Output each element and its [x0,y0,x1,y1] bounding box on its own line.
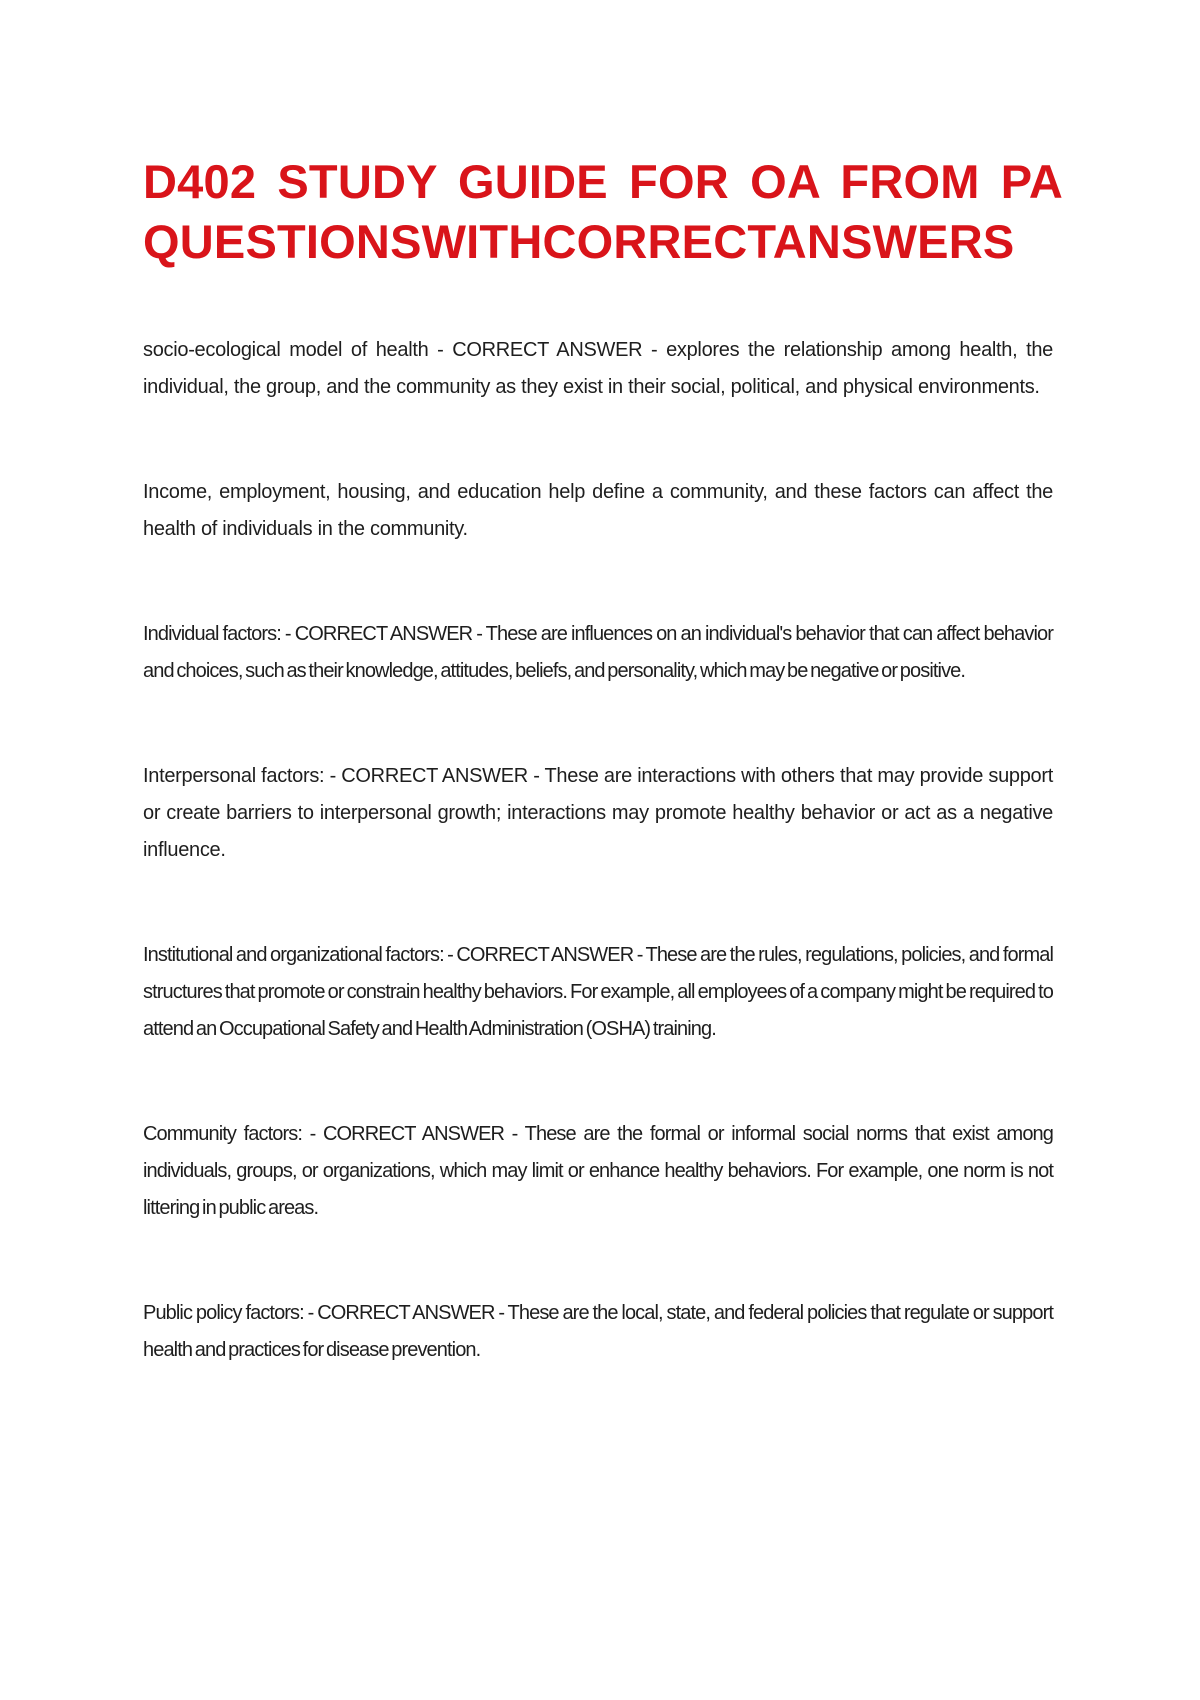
entry-interpersonal-factors: Interpersonal factors: - CORRECT ANSWER - These are interactions with others that may provide support or create barriers to interpersonal growth; interactions may promote healthy behavior or act as a negative influence. [143,765,1053,861]
study-guide-entries [143,332,1053,1437]
entry-public-policy-factors: Public policy factors: - CORRECT ANSWER - These are the local, state, and federal policies that regulate or support health and practices for disease prevention. [143,1302,1053,1361]
entry-community-factors: Community factors: - CORRECT ANSWER - These are the formal or informal social norms that exist among individuals, groups, or organizations, which may limit or enhance healthy behaviors. For example, one norm is not littering in public areas. [143,1123,1053,1219]
title-line-2: QUESTIONSWITHCORRECTANSWERS [143,215,1015,268]
title-line-1: D402 STUDY GUIDE FOR OA FROM PA [143,155,1063,208]
document-title [143,152,1063,272]
entry-institutional-factors: Institutional and organizational factors: - CORRECT ANSWER - These are the rules, regulations, policies, and formal structures that promote or constrain healthy behaviors. For example, all employees of a company might be required to attend an Occupational Safety and Health Administration (OSHA) training. [143,944,1053,1040]
entry-socio-ecological-model: socio-ecological model of health - CORRECT ANSWER - explores the relationship among health, the individual, the group, and the community as they exist in their social, political, and physical environments. [143,339,1053,398]
entry-community-factors-intro: Income, employment, housing, and education help define a community, and these factors can affect the health of individuals in the community. [143,481,1053,540]
entry-individual-factors: Individual factors: - CORRECT ANSWER - These are influences on an individual's behavior that can affect behavior and choices, such as their knowledge, attitudes, beliefs, and personality, which may be negative or positive. [143,623,1053,682]
